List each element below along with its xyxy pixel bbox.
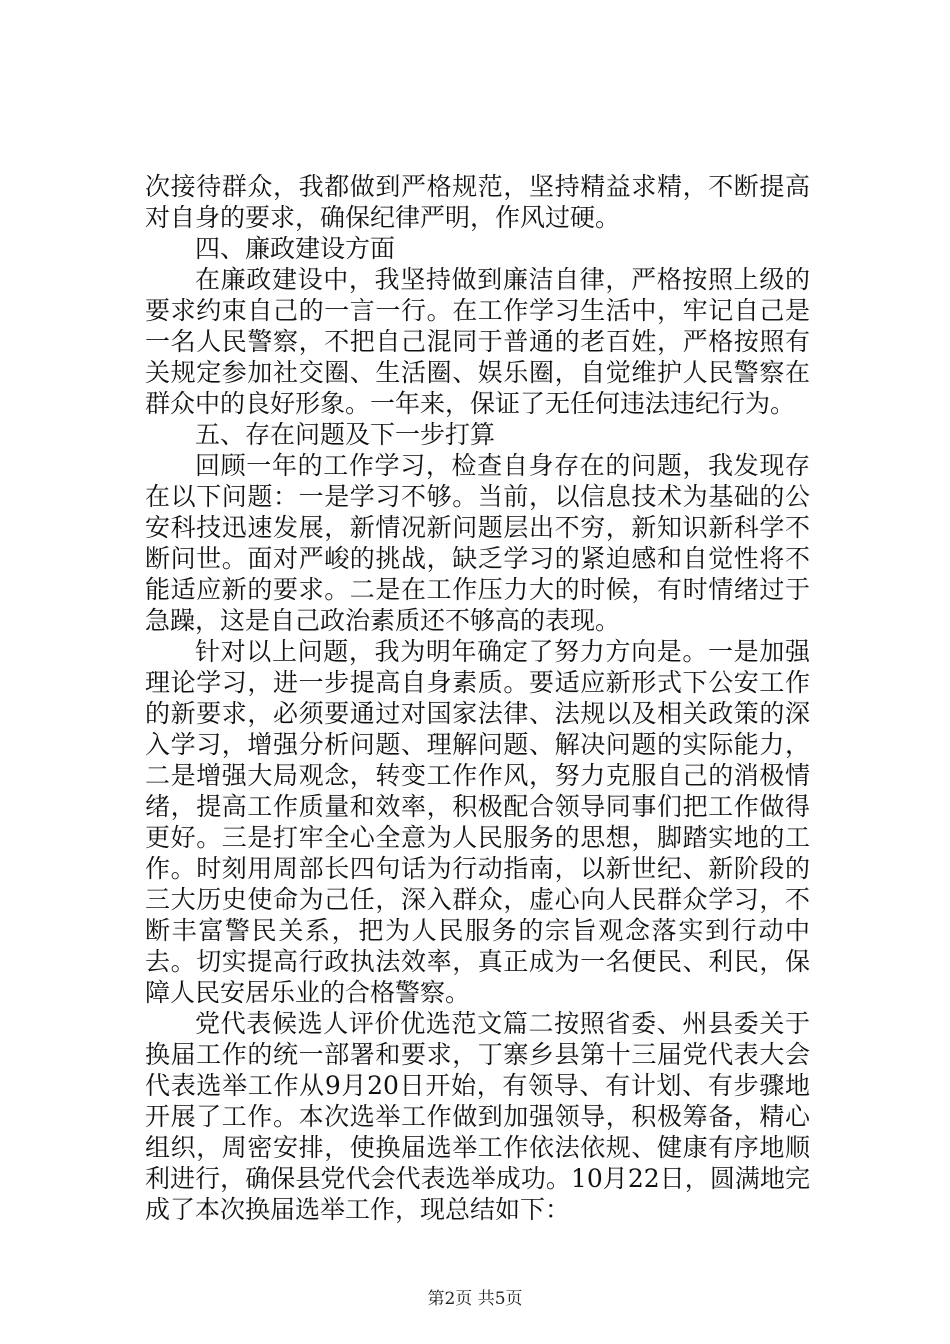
page-number-footer: 第2页 共5页: [427, 1289, 523, 1309]
paragraph-integrity: 在廉政建设中，我坚持做到廉洁自律，严格按照上级的要求约束自己的一言一行。在工作学习生活中，牢记自己是一名人民警察，不把自己混同于普通的老百姓，严格按照有关规定参加社交圈、生活圈、娱乐圈，自觉维护人民警察在群众中的良好形象。一年来，保证了无任何违法违纪行为。: [145, 265, 810, 418]
paragraph-next-steps: 针对以上问题，我为明年确定了努力方向是。一是加强理论学习，进一步提高自身素质。要适应新形式下公安工作的新要求，必须要通过对国家法律、法规以及相关政策的深入学习，增强分析问题、理解问题、解决问题的实际能力，二是增强大局观念，转变工作作风，努力克服自己的消极情绪，提高工作质量和效率，积极配合领导同事们把工作做得更好。三是打牢全心全意为人民服务的思想，脚踏实地的工作。时刻用周部长四句话为行动指南，以新世纪、新阶段的三大历史使命为己任，深入群众，虚心向人民群众学习，不断丰富警民关系，把为人民服务的宗旨观念落实到行动中去。切实提高行政执法效率，真正成为一名便民、利民，保障人民安居乐业的合格警察。: [145, 637, 810, 1007]
section-heading-problems: 五、存在问题及下一步打算: [195, 420, 496, 449]
paragraph-article-two: 党代表候选人评价优选范文篇二按照省委、州县委关于换届工作的统一部署和要求，丁寨乡县第十三届党代表大会代表选举工作从9月20日开始，有领导、有计划、有步骤地开展了工作。本次选举工作做到加强领导，积极筹备，精心组织，周密安排，使换届选举工作依法依规、健康有序地顺利进行，确保县党代会代表选举成功。10月22日，圆满地完成了本次换届选举工作，现总结如下：: [145, 1009, 810, 1224]
document-body: [145, 171, 810, 1225]
paragraph-problems: 回顾一年的工作学习，检查自身存在的问题，我发现存在以下问题：一是学习不够。当前，以信息技术为基础的公安科技迅速发展，新情况新问题层出不穷，新知识新科学不断问世。面对严峻的挑战，缺乏学习的紧迫感和自觉性将不能适应新的要求。二是在工作压力大的时候，有时情绪过于急躁，这是自己政治素质还不够高的表现。: [145, 451, 810, 635]
paragraph-continuation: 次接待群众，我都做到严格规范，坚持精益求精，不断提高对自身的要求，确保纪律严明，作风过硬。: [145, 172, 810, 232]
section-heading-integrity: 四、廉政建设方面: [195, 234, 396, 263]
